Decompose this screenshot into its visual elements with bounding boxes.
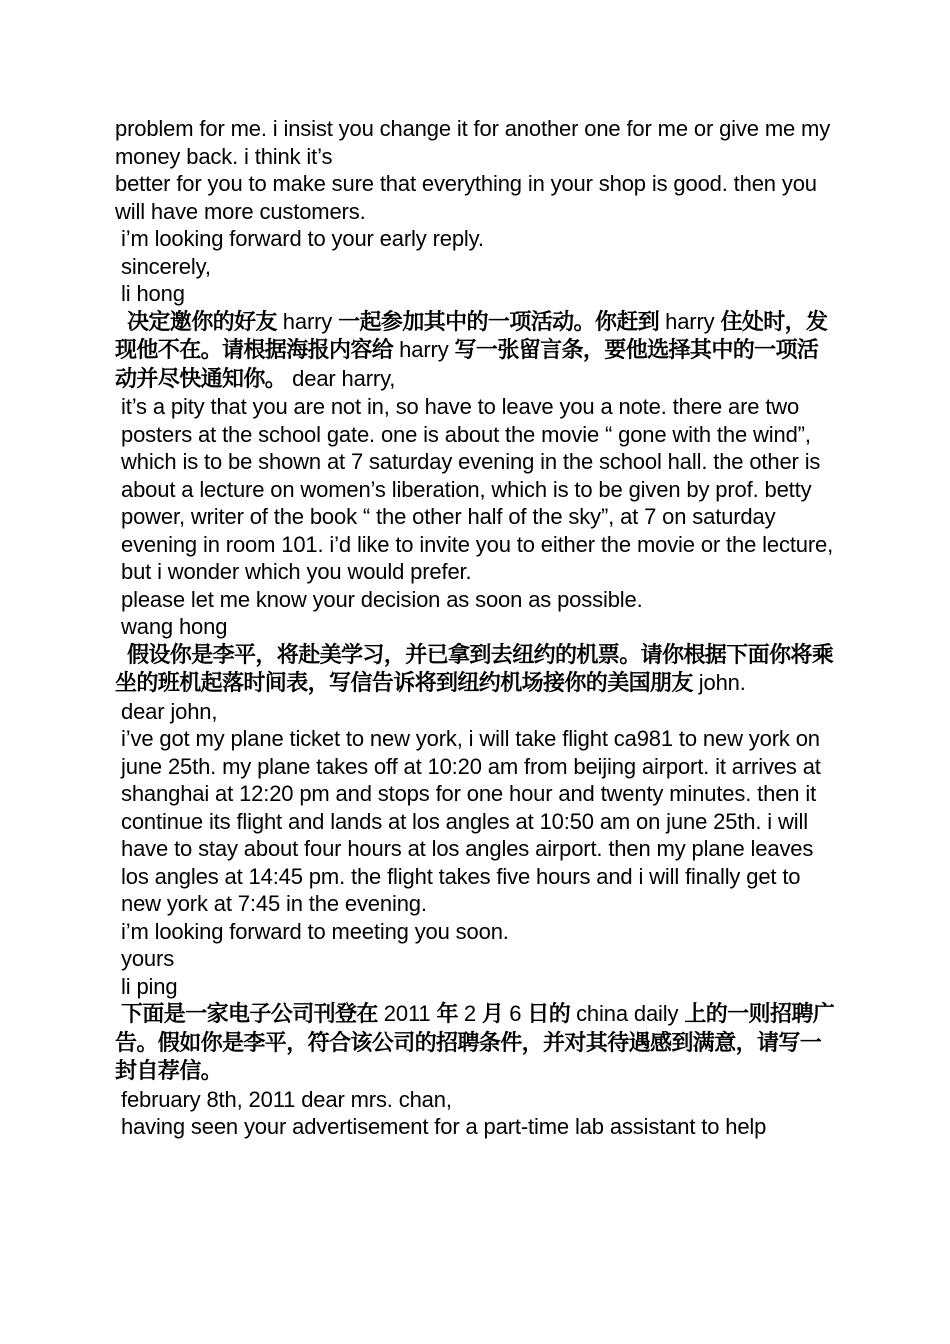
task-text: 写一张留言条，要他选择其中的一项活动并尽快通知你。 [115,338,819,392]
task-text: harry [659,308,721,334]
salutation: dear harry, [286,365,396,391]
task-text: 2011 [377,1001,437,1026]
task-prompt-2 [115,308,837,394]
task-text: john. [692,670,746,695]
task-text: 6 [503,1001,528,1026]
task-text: 下面是一家电子公司刊登在 [121,1002,378,1027]
closing-line: i’m looking forward to your early reply. [121,226,484,251]
task-text: harry [393,337,455,362]
letter-body: i’ve got my plane ticket to new york, i will take flight ca981 to new york on june 25th. my plane takes off at 10:20 am from beijing airport. it arrives at shanghai at 12:20 pm and stops for one hour and twenty minutes. then it continue its flight and lands at los angles at 10:50 am on june 25th. i will have to stay about four hours at los angles airport. then my plane leaves los angles at 14:45 pm. the flight takes five hours and i will finally get to new york at 7:45 in the evening. [121,726,821,916]
task-text: 日的 [527,1002,571,1027]
note-text: it’s a pity that you are not in, so have to leave you a note. there are two posters at the school gate. one is about the movie “ gone with the wind”, which is to be shown at 7 saturday evening in the school hall. the other is about a lecture on women’s liberation, which is to be given by prof. betty power, writer of the book “ the other half of the sky”, at 7 on saturday evening in room 101. i’d like to invite you to either the movie or the lecture, but i wonder which you would prefer. [121,394,834,584]
signoff: sincerely, [121,253,211,279]
paragraph-complaint-end [115,115,837,225]
task-text: harry [276,308,339,334]
note-body [115,393,837,586]
task-prompt-3 [115,641,837,698]
date-salutation: february 8th, 2011 dear mrs. chan, [121,1086,452,1112]
signature: wang hong [121,614,228,639]
closing-line: please let me know your decision as soon as possible. [121,586,643,612]
signature: li ping [121,973,178,999]
task-prompt-4 [115,1000,837,1086]
closing-line: i’m looking forward to meeting you soon. [121,918,509,944]
task-text: 年 [436,1002,458,1027]
task-text: 一起参加其中的一项活动。你赶到 [338,309,660,335]
task-text: 住处时，发现他不在。请根据海报内容给 [115,309,828,363]
task-text: 假设你是李平，将赴美学习，并已拿到去纽约的机票。请你根据下面你将乘坐的班机起落时间表，写信告诉将到纽约机场接你的美国朋友 [115,642,834,696]
task-text: 月 [481,1002,504,1027]
task-text: 决定邀你的好友 [127,309,277,335]
task-text: 上的一则招聘广告。假如你是李平，符合该公司的招聘条件，并对其待遇感到满意，请写一封自荐信。 [115,1002,835,1084]
document-page [115,115,837,1141]
letter-body: having seen your advertisement for a part-time lab assistant to help [121,1114,767,1139]
task-text: china daily [570,1001,685,1026]
task-text: 2 [457,1001,482,1026]
salutation: dear john, [121,698,218,724]
text-line: problem for me. i insist you change it for another one for me or give me my money back. i think it’s [115,116,831,169]
signature: li hong [121,281,185,306]
text-line: better for you to make sure that everything in your shop is good. then you will have more customers. [115,171,817,224]
signoff: yours [121,946,175,971]
